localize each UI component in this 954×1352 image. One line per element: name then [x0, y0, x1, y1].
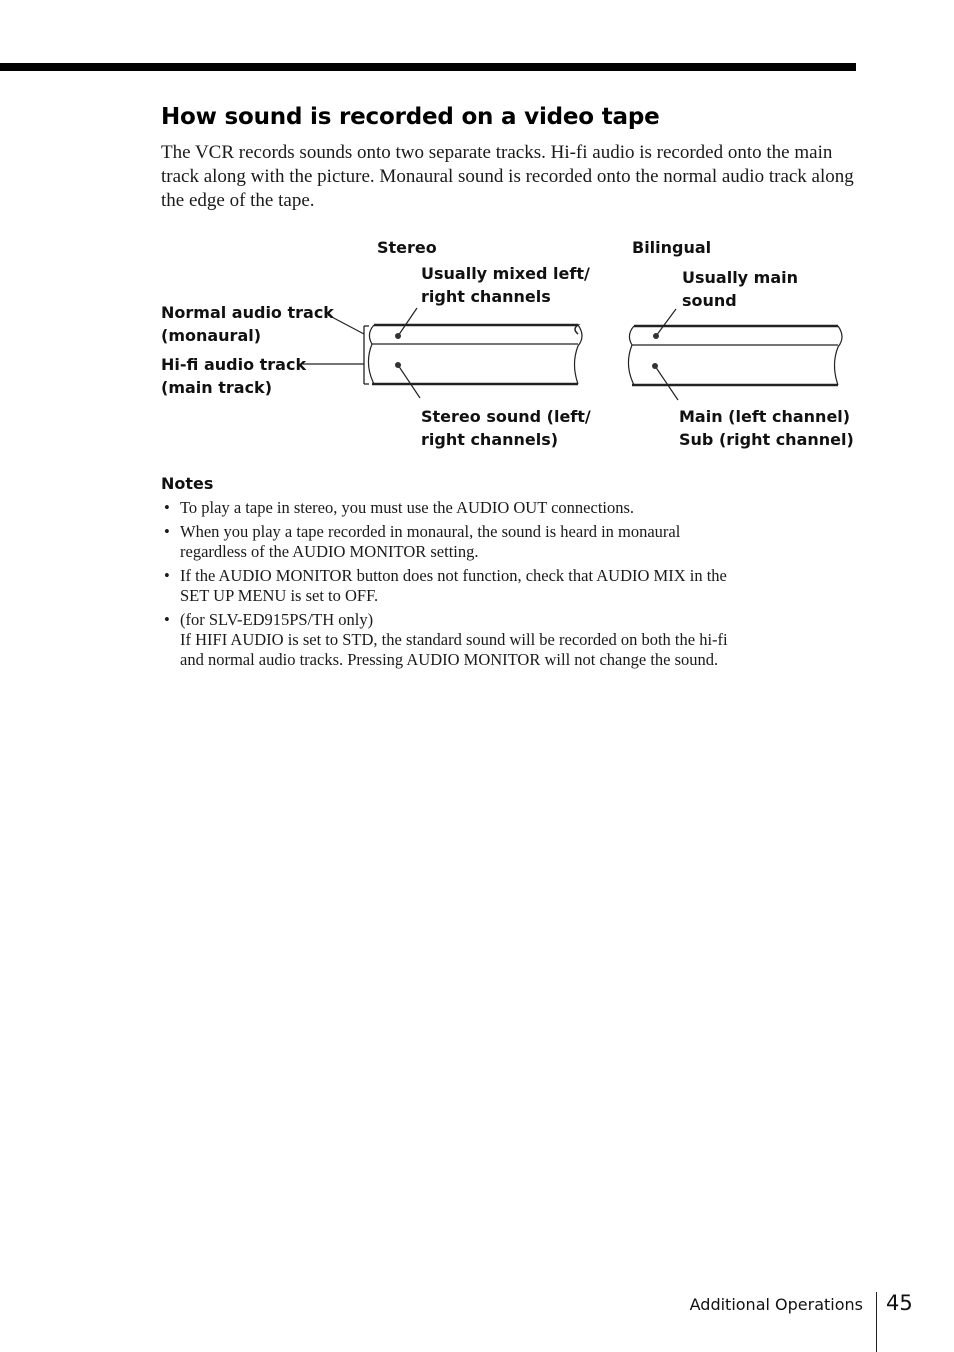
note-item: • To play a tape in stereo, you must use the AUDIO OUT connections.: [164, 498, 635, 517]
leader-dots: [395, 333, 659, 369]
note-item: • When you play a tape recorded in monaural, the sound is heard in monaural regardless of the AUDIO MONITOR setting.: [164, 522, 681, 561]
hifi-audio-track-label: Hi-fi audio track (main track): [161, 355, 307, 397]
stereo-tape-strip: [368, 325, 582, 384]
top-rule: [0, 63, 856, 71]
page-number: 45: [886, 1291, 913, 1315]
bilingual-title: Bilingual: [632, 238, 712, 257]
note-text: (for SLV-ED915PS/TH only) If HIFI AUDIO is set to STD, the standard sound will be recorded on both the hi-fi and normal audio tracks. Pressing AUDIO MONITOR will not change the sound.: [180, 610, 728, 669]
leader-lines: [303, 308, 678, 400]
footer-section-name: Additional Operations: [689, 1295, 863, 1314]
tape-track-diagram: [150, 228, 860, 460]
notes-title: Notes: [161, 474, 214, 493]
footer-divider: [876, 1292, 877, 1352]
intro-paragraph: The VCR records sounds onto two separate tracks. Hi-fi audio is recorded onto the main track along with the picture. Monaural sound is recorded onto the normal audio track along the edge of the tape.: [161, 142, 854, 211]
bilingual-tape-strip: [628, 326, 842, 385]
note-item: • (for SLV-ED915PS/TH only) If HIFI AUDIO is set to STD, the standard sound will be recorded on both the hi-fi and normal audio tracks. Pressing AUDIO MONITOR will not change the sound.: [164, 610, 728, 669]
note-text: To play a tape in stereo, you must use the AUDIO OUT connections.: [180, 498, 635, 517]
note-text: When you play a tape recorded in monaural, the sound is heard in monaural regardless of the AUDIO MONITOR setting.: [180, 522, 681, 561]
page-heading: How sound is recorded on a video tape: [161, 104, 660, 130]
bilingual-normal-track-label: Usually main sound: [682, 268, 799, 310]
track-bracket: [364, 326, 369, 384]
stereo-hifi-track-label: Stereo sound (left/ right channels): [421, 407, 591, 449]
bilingual-hifi-track-label: Main (left channel) Sub (right channel): [679, 407, 854, 449]
note-text: If the AUDIO MONITOR button does not function, check that AUDIO MIX in the SET UP MENU is set to OFF.: [180, 566, 727, 605]
stereo-normal-track-label: Usually mixed left/ right channels: [421, 264, 590, 306]
note-item: • If the AUDIO MONITOR button does not function, check that AUDIO MIX in the SET UP MENU is set to OFF.: [164, 566, 727, 605]
stereo-title: Stereo: [377, 238, 437, 257]
notes-list: [161, 498, 851, 674]
normal-audio-track-label: Normal audio track (monaural): [161, 303, 334, 345]
